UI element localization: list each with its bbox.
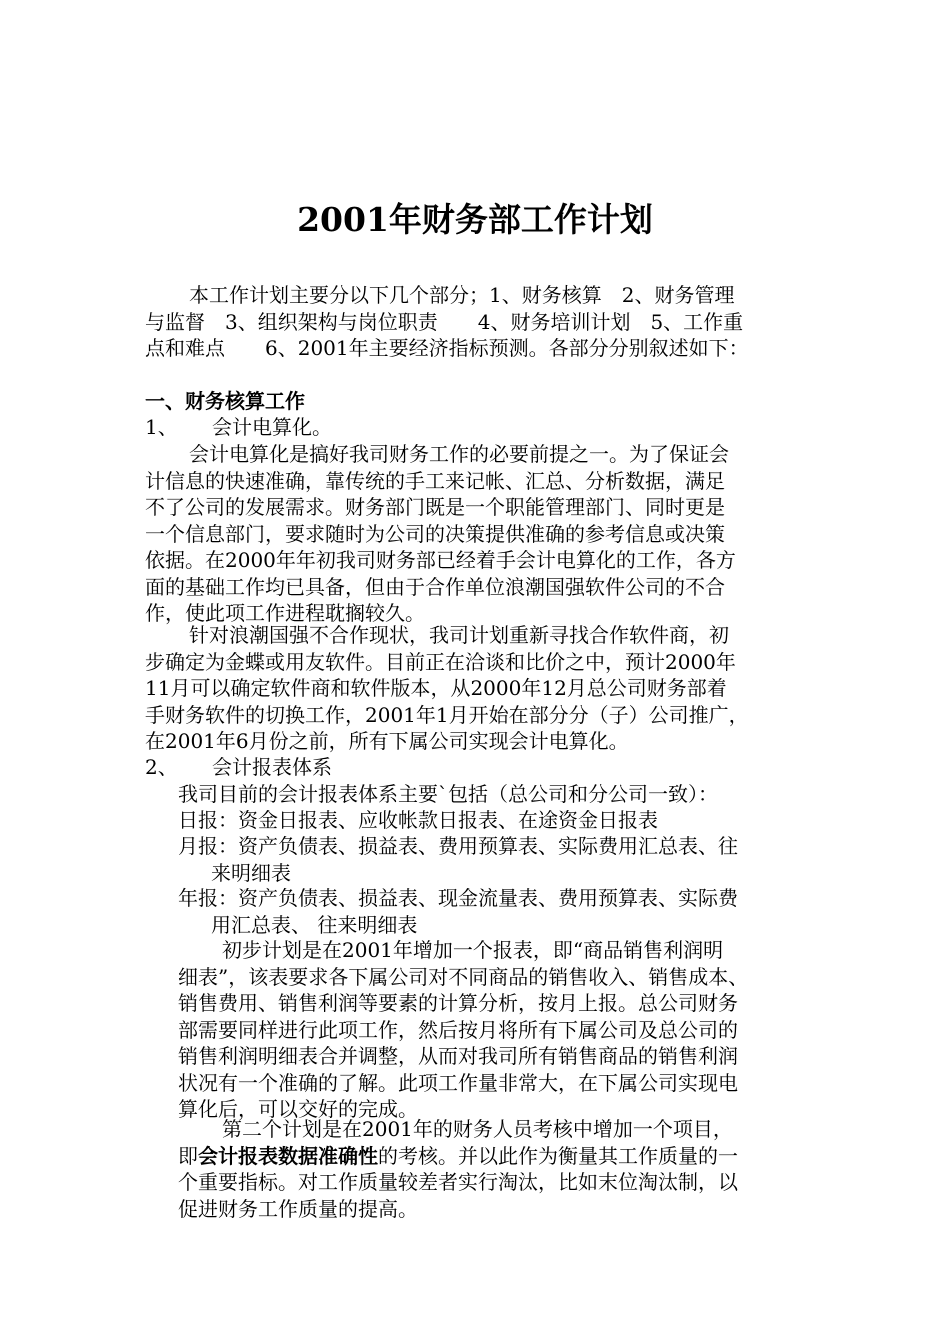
second-plan-paragraph xyxy=(178,1116,808,1222)
paragraph-line: 步确定为金蝶或用友软件。目前正在洽谈和比价之中，预计2000年 xyxy=(145,649,736,674)
document-title: 2001年财务部工作计划 xyxy=(297,200,653,239)
text-run: 即 xyxy=(178,1143,198,1168)
paragraph-line: 来明细表 xyxy=(211,860,291,885)
first-plan-paragraph xyxy=(178,937,813,1123)
intro-line: 与监督 3、组织架构与岗位职责 4、财务培训计划 5、工作重 xyxy=(145,309,744,334)
paragraph-line: 算化后，可以交好的完成。 xyxy=(178,1097,418,1121)
paragraph-line: 销售费用、销售利润等要素的计算分析，按月上报。总公司财务 xyxy=(178,991,738,1015)
text-run: 的考核。并以此作为衡量其工作质量的一 xyxy=(378,1143,738,1168)
paragraph-line: 手财务软件的切换工作，2001年1月开始在部分分（子）公司推广， xyxy=(145,702,749,727)
item-label: 会计电算化。 xyxy=(212,415,332,439)
daily-reports xyxy=(178,807,808,834)
report-system-intro xyxy=(178,781,808,808)
electronic-accounting-paragraph xyxy=(145,441,805,627)
paragraph-line: 不了公司的发展需求。财务部门既是一个职能管理部门、同时更是 xyxy=(145,495,725,519)
paragraph-line: 第二个计划是在2001年的财务人员考核中增加一个项目， xyxy=(222,1117,733,1141)
paragraph-line-with-emphasis xyxy=(178,1143,808,1170)
paragraph-line: 作，使此项工作进程耽搁较久。 xyxy=(145,601,425,625)
paragraph-line: 一个信息部门，要求随时为公司的决策提供准确的参考信息或决策 xyxy=(145,521,725,546)
paragraph-line: 用汇总表、 往来明细表 xyxy=(211,912,418,937)
paragraph-line: 11月可以确定软件商和软件版本，从2000年12月总公司财务部着 xyxy=(145,676,727,700)
intro-paragraph xyxy=(145,282,805,362)
intro-line: 本工作计划主要分以下几个部分；1、财务核算 2、财务管理 xyxy=(189,283,735,307)
paragraph-line: 销售利润明细表合并调整，从而对我司所有销售商品的销售利润 xyxy=(178,1044,738,1068)
monthly-reports xyxy=(178,833,808,886)
paragraph-line: 会计电算化是搞好我司财务工作的必要前提之一。为了保证会 xyxy=(189,442,729,466)
paragraph-line: 依据。在2000年年初我司财务部已经着手会计电算化的工作，各方 xyxy=(145,548,736,572)
paragraph-line: 我司目前的会计报表体系主要`包括（总公司和分公司一致）： xyxy=(178,782,718,806)
paragraph-line: 年报：资产负债表、损益表、现金流量表、费用预算表、实际费 xyxy=(178,886,738,910)
item-number: 1、 xyxy=(145,415,178,439)
paragraph-line: 状况有一个准确的了解。此项工作量非常大，在下属公司实现电 xyxy=(178,1070,738,1095)
yearly-reports xyxy=(178,885,808,938)
item-number: 2、 xyxy=(145,755,178,779)
paragraph-line: 初步计划是在2001年增加一个报表，即“商品销售利润明 xyxy=(222,938,724,962)
intro-line: 点和难点 6、2001年主要经济指标预测。各部分分别叙述如下： xyxy=(145,336,749,360)
list-item-2 xyxy=(145,754,332,780)
paragraph-line: 月报：资产负债表、损益表、费用预算表、实际费用汇总表、往 xyxy=(178,834,738,858)
software-plan-paragraph xyxy=(145,622,805,755)
paragraph-line: 日报：资金日报表、应收帐款日报表、在途资金日报表 xyxy=(178,808,658,832)
paragraph-line: 面的基础工作均已具备，但由于合作单位浪潮国强软件公司的不合 xyxy=(145,574,725,599)
paragraph-line: 促进财务工作质量的提高。 xyxy=(178,1196,418,1221)
paragraph-line: 个重要指标。对工作质量较差者实行淘汰，比如末位淘汰制，以 xyxy=(178,1170,738,1194)
paragraph-line: 计信息的快速准确，靠传统的手工来记帐、汇总、分析数据，满足 xyxy=(145,468,725,493)
list-item-1 xyxy=(145,414,332,440)
emphasized-text: 会计报表数据准确性 xyxy=(198,1143,378,1168)
paragraph-line: 部需要同样进行此项工作，然后按月将所有下属公司及总公司的 xyxy=(178,1017,738,1042)
section-heading: 一、财务核算工作 xyxy=(145,389,305,413)
paragraph-line: 针对浪潮国强不合作现状，我司计划重新寻找合作软件商，初 xyxy=(189,623,729,647)
paragraph-line: 在2001年6月份之前，所有下属公司实现会计电算化。 xyxy=(145,729,629,753)
paragraph-line: 细表”，该表要求各下属公司对不同商品的销售收入、销售成本、 xyxy=(178,964,749,989)
item-label: 会计报表体系 xyxy=(212,755,332,779)
